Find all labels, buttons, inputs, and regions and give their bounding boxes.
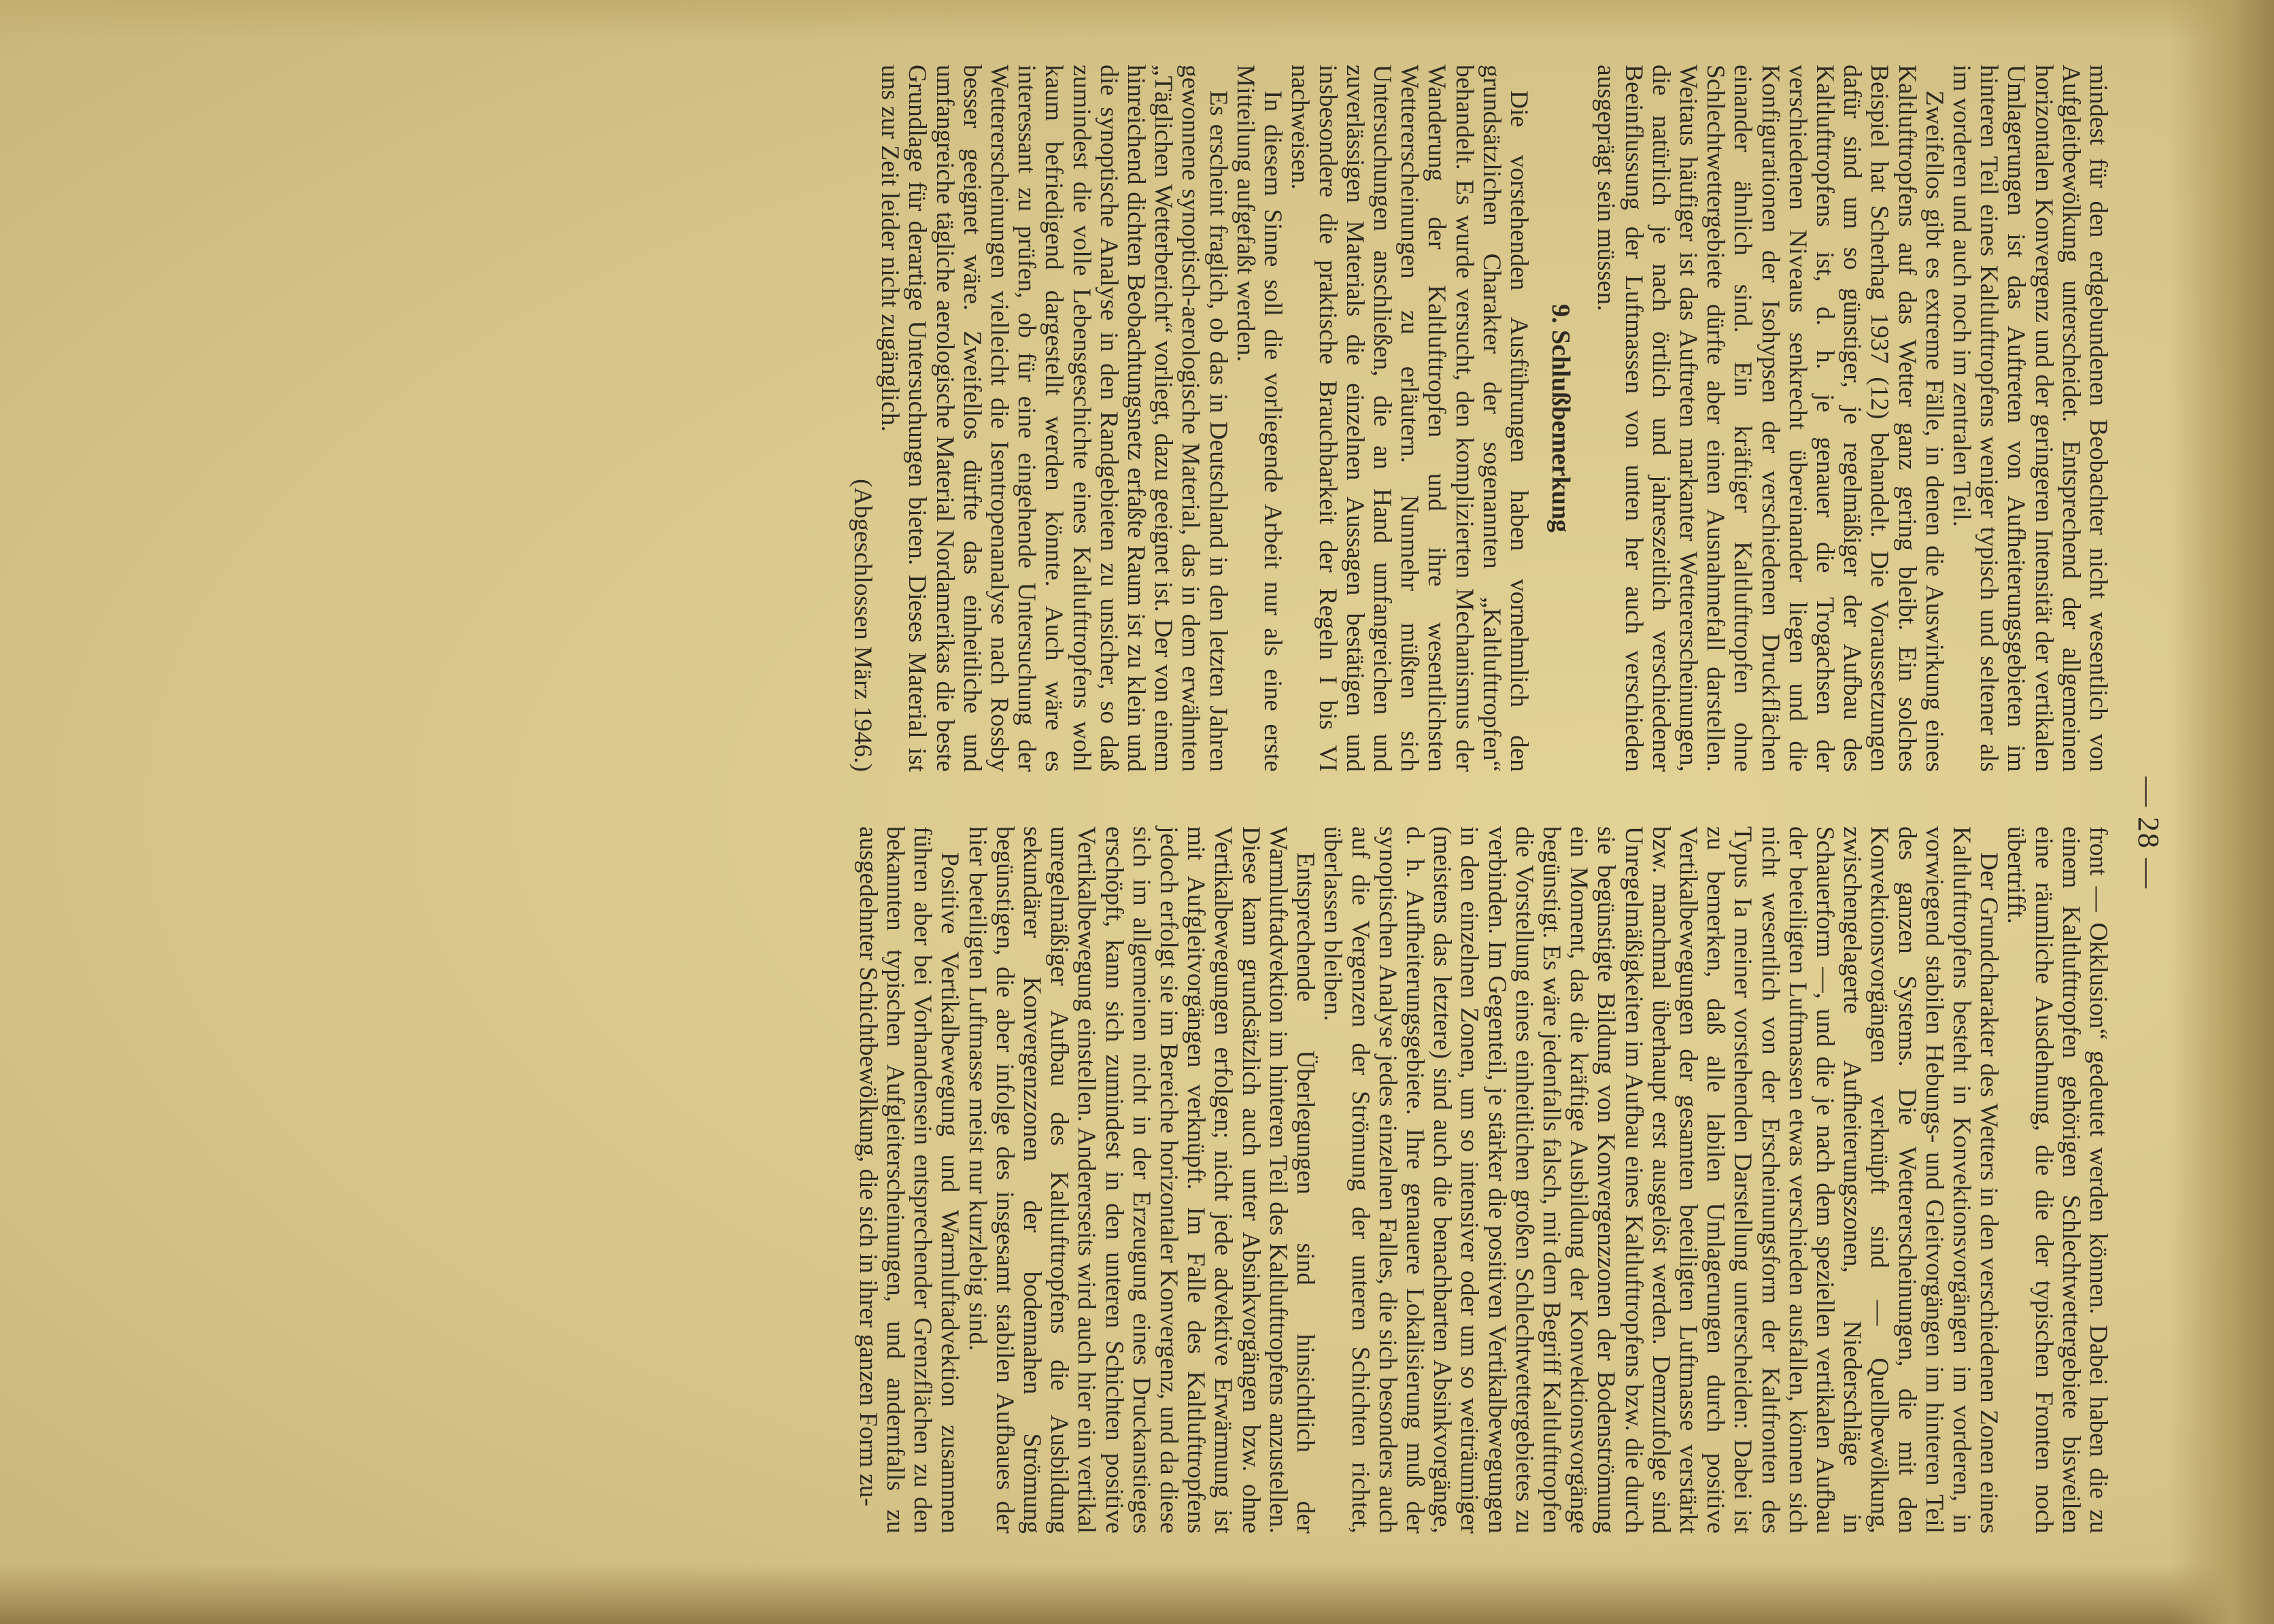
rotated-page [643, 65, 2166, 1602]
paper-edge-top [0, 0, 2274, 41]
paragraph: Der Grundcharakter des Wetters in den verschiedenen Zonen eines Kaltlufttropfens besteht in Konvektionsvorgängen im vorderen, in vorwiegend stabilen Hebungs- und Gleitvorgängen im hinteren Teil des ganzen Systems. Die Wettererscheinungen, die mit den Konvektionsvorgängen verknüpft sind — Quellbewölkung, zwischengelagerte Aufheiterungszonen, Niederschläge in Schauerform —, und die je nach dem speziellen vertikalen Aufbau der beteiligten Luftmassen etwas verschieden ausfallen, können sich nicht wesentlich von der Erscheinungsform der Kaltfronten des Typus Ia meiner vorstehenden Darstellung unterscheiden: Dabei ist zu bemerken, daß alle labilen Umlagerungen durch positive Vertikalbewegungen der gesamten beteiligten Luftmasse verstärkt bzw. manchmal überhaupt erst ausgelöst werden. Demzufolge sind Unregelmäßigkeiten im Aufbau eines Kaltlufttropfens bzw. die durch sie begünstigte Bildung von Konvergenzzonen der Bodenströmung ein Moment, das die kräftige Ausbildung der Konvektionsvorgänge begünstigt. Es wäre jedenfalls falsch, mit dem Begriff Kaltlufttropfen die Vorstellung eines einheitlichen großen Schlechtwettergebietes zu verbinden. Im Gegenteil, je stärker die positiven Vertikalbewegungen in den einzelnen Zonen, um so intensiver oder um so weiträumiger (meistens das letztere) sind auch die benachbarten Absinkvorgänge, d. h. Aufheiterungsgebiete. Ihre genauere Lokalisierung muß der synoptischen Analyse jedes einzelnen Falles, die sich besonders auch auf die Vergenzen der Strömung der unteren Schichten richtet, überlassen bleiben. [1319, 826, 2003, 1534]
closing-date: (Abgeschlossen März 1946.) [849, 479, 877, 772]
paragraph: Es erscheint fraglich, ob das in Deutschland in den letzten Jahren gewonnene synoptisch-aerologische Material, das in dem erwähnten „Täglichen Wetterbericht“ vorliegt, dazu geeignet ist. Der von einem hinreichend dichten Beobachtungsnetz erfaßte Raum ist zu klein und die synoptische Analyse in den Randgebieten zu unsicher, so daß zumindest die volle Lebensgeschichte eines Kaltlufttropfens wohl kaum befriedigend dargestellt werden könnte. Auch wäre es interessant zu prüfen, ob für eine eingehende Untersuchung der Wettererscheinungen vielleicht die Isentropenanalyse nach Rossby besser geeignet wäre. Zweifellos dürfte das einheitliche und umfangreiche tägliche aerologische Material Nordamerikas die beste Grundlage für derartige Untersuchungen bieten. Dieses Material ist uns zur Zeit leider nicht zugänglich. [876, 65, 1232, 772]
paragraph: Zweifellos gibt es extreme Fälle, in denen die Auswirkung eines Kaltlufttropfens auf das Wetter ganz gering bleibt. Ein solches Beispiel hat Scherhag 1937 (12) behandelt. Die Voraussetzungen dafür sind um so günstiger, je regelmäßiger der Aufbau des Kaltlufttropfens ist, d. h. je genauer die Trogachsen der verschiedenen Niveaus senkrecht übereinander liegen und die Konfigurationen der Isohypsen der verschiedenen Druckflächen einander ähnlich sind. Ein kräftiger Kaltlufttropfen ohne Schlechtwettergebiete dürfte aber einen Ausnahmefall darstellen. Weitaus häufiger ist das Auftreten markanter Wettererscheinungen, die natürlich je nach örtlich und jahreszeitlich verschiedener Beeinflussung der Luftmassen von unten her auch verschieden ausgeprägt sein müssen. [1592, 65, 1948, 772]
text-column-right [854, 826, 2111, 1534]
text-column-left [849, 65, 2111, 772]
section-heading: 9. Schlußbemerkung [1546, 304, 1576, 532]
paragraph: Die vorstehenden Ausführungen haben vornehmlich den grundsätzlichen Charakter der sogenannten „Kaltlufttropfen“ behandelt. Es wurde versucht, den komplizierten Mechanismus der Wanderung der Kaltlufttropfen und ihre wesentlichsten Wettererscheinungen zu erläutern. Nunmehr müßten sich Untersuchungen anschließen, die an Hand umfangreichen und zuverlässigen Materials die einzelnen Aussagen bestätigen und insbesondere die praktische Brauchbarkeit der Regeln I bis VI nachweisen. [1286, 65, 1533, 772]
paragraph: Entsprechende Überlegungen sind hinsichtlich der Warmluftadvektion im hinteren Teil des Kaltlufttropfens anzustellen. Diese kann grundsätzlich auch unter Absinkvorgängen bzw. ohne Vertikalbewegungen erfolgen; nicht jede advektive Erwärmung ist mit Aufgleitvorgängen verknüpft. Im Falle des Kaltlufttropfens jedoch erfolgt sie im Bereiche horizontaler Konvergenz, und da diese sich im allgemeinen nicht in der Erzeugung eines Druckanstieges erschöpft, kann sich zumindest in den unteren Schichten positive Vertikalbewegung einstellen. Andererseits wird auch hier ein vertikal unregelmäßiger Aufbau des Kaltlufttropfens die Ausbildung sekundärer Konvergenzzonen der bodennahen Strömung begünstigen, die aber infolge des insgesamt stabilen Aufbaues der hier beteiligten Luftmasse meist nur kurzlebig sind. [963, 826, 1320, 1534]
page-number: — 28 — [2132, 777, 2165, 890]
paragraph: mindest für den erdgebundenen Beobachter nicht wesentlich von Aufgleitbewölkung unterscheidet. Entsprechend der allgemeinen horizontalen Konvergenz und der geringeren Intensität der vertikalen Umlagerungen ist das Auftreten von Aufheiterungsgebieten im hinteren Teil eines Kaltlufttropfens weniger typisch und seltener als im vorderen und auch noch im zentralen Teil. [1947, 65, 2112, 772]
page-fold-shadow [2169, 0, 2274, 1624]
paragraph: Positive Vertikalbewegung und Warmluftadvektion zusammen führen aber bei Vorhandensein entsprechender Grenzflächen zu den bekannten typischen Aufgleiterscheinungen, und andernfalls zu ausgedehnter Schichtbewölkung, die sich in ihrer ganzen Form zu- [853, 826, 964, 1534]
paragraph: In diesem Sinne soll die vorliegende Arbeit nur als eine erste Mitteilung aufgefaßt werden. [1231, 65, 1287, 772]
paragraph: front — Okklusion“ gedeutet werden können. Dabei haben die zu einem Kaltlufttropfen gehörigen Schlechtwettergebiete bisweilen eine räumliche Ausdehnung, die die der typischen Fronten noch übertrifft. [2002, 826, 2112, 1534]
